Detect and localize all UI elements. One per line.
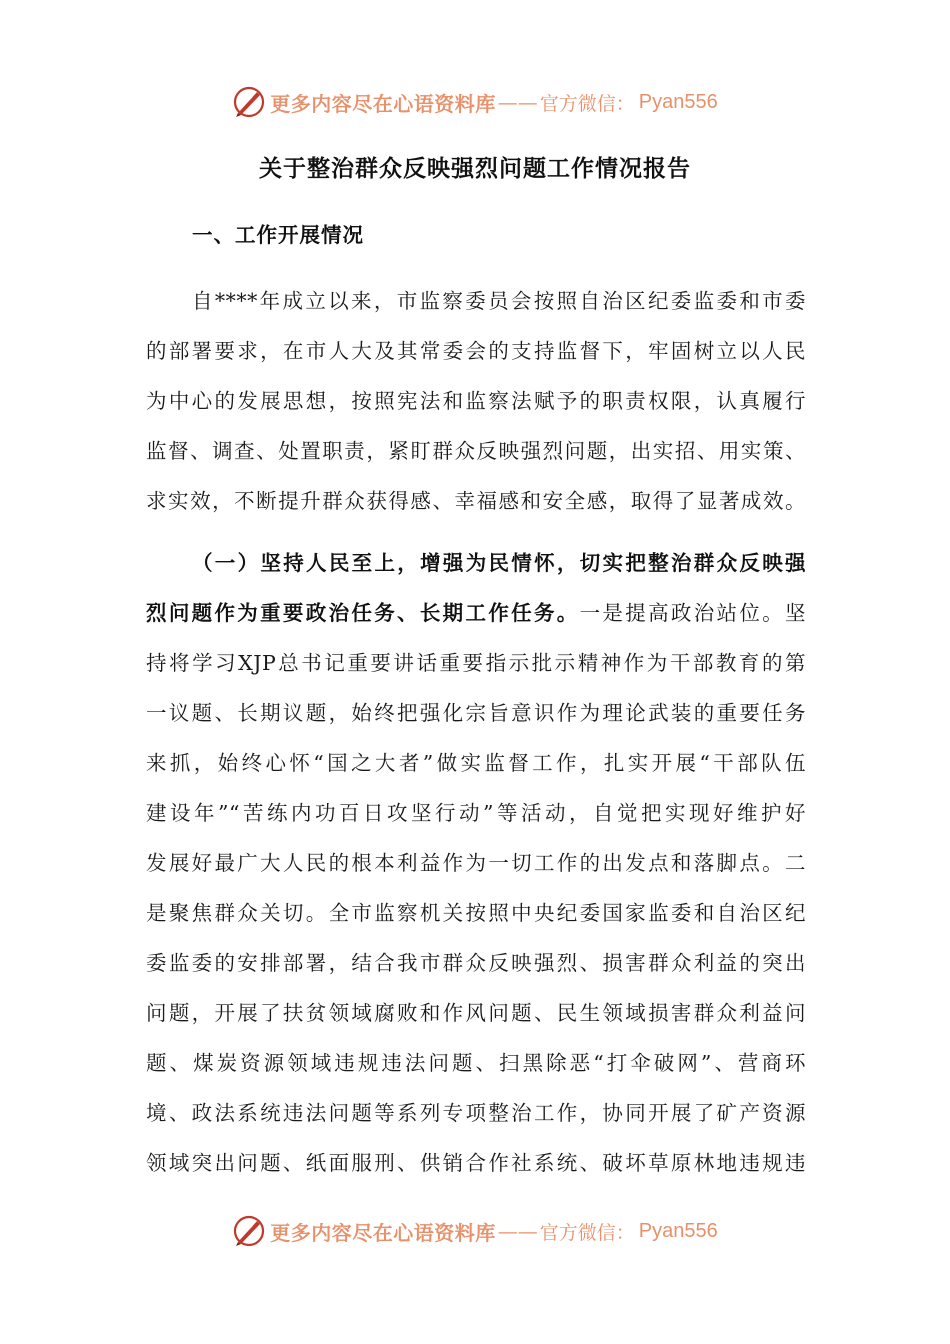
footer-banner[interactable] [0,1211,950,1251]
paragraph-line: 委监委的安排部署，结合我市群众反映强烈、损害群众利益的突出 [146,951,806,975]
section-heading: 一、工作开展情况 [192,223,364,247]
paragraph-line: 为中心的发展思想，按照宪法和监察法赋予的职责权限，认真履行 [146,389,806,413]
quill-pen-logo-icon [232,1214,266,1248]
banner-dash: —— [497,1219,538,1243]
paragraph-line: 建设年”“苦练内功百日攻坚行动”等活动，自觉把实现好维护好 [146,801,806,825]
paragraph-line: 境、政法系统违法问题等系列专项整治工作，协同开展了矿产资源 [146,1101,806,1125]
subsection-heading-line [192,546,806,576]
paragraph-line: 题、煤炭资源领域违规违法问题、扫黑除恶“打伞破网”、营商环 [146,1051,806,1075]
banner-text: 更多内容尽在心语资料库 [270,1220,496,1245]
subsection-bold-text: （一）坚持人民至上，增强为民情怀，切实把整治群众反映强 [192,551,806,575]
header-banner[interactable] [0,82,950,122]
paragraph-line [146,596,806,626]
paragraph-line: 来抓，始终心怀“国之大者”做实监督工作，扎实开展“干部队伍 [146,751,806,775]
banner-dash: —— [497,90,538,114]
banner-text: 更多内容尽在心语资料库 [270,91,496,116]
banner-wechat-id: Pyan556 [638,90,718,113]
document-title: 关于整治群众反映强烈问题工作情况报告 [259,155,691,182]
paragraph-line: 监督、调查、处置职责，紧盯群众反映强烈问题，出实招、用实策、 [146,439,806,463]
quill-pen-logo-icon [232,85,266,119]
banner-wechat-label: 官方微信： [539,92,635,115]
paragraph-line: 问题，开展了扶贫领域腐败和作风问题、民生领域损害群众利益问 [146,1001,806,1025]
paragraph-line: 发展好最广大人民的根本利益作为一切工作的出发点和落脚点。二 [146,851,806,875]
paragraph-line: 一议题、长期议题，始终把强化宗旨意识作为理论武装的重要任务 [146,701,806,725]
banner-wechat-id: Pyan556 [638,1219,718,1242]
paragraph-line: 领域突出问题、纸面服刑、供销合作社系统、破坏草原林地违规违 [146,1151,806,1175]
paragraph-line: 的部署要求，在市人大及其常委会的支持监督下，牢固树立以人民 [146,339,806,363]
paragraph-line: 是聚焦群众关切。全市监察机关按照中央纪委国家监委和自治区纪 [146,901,806,925]
subsection-bold-text: 烈问题作为重要政治任务、长期工作任务。 [146,601,580,625]
paragraph-line: 求实效，不断提升群众获得感、幸福感和安全感，取得了显著成效。 [146,489,806,513]
paragraph-text: 一是提高政治站位。坚 [579,601,807,625]
paragraph-line: 自****年成立以来，市监察委员会按照自治区纪委监委和市委 [192,289,806,313]
banner-wechat-label: 官方微信： [539,1221,635,1244]
paragraph-line: 持将学习XJP总书记重要讲话重要指示批示精神作为干部教育的第 [146,651,806,675]
